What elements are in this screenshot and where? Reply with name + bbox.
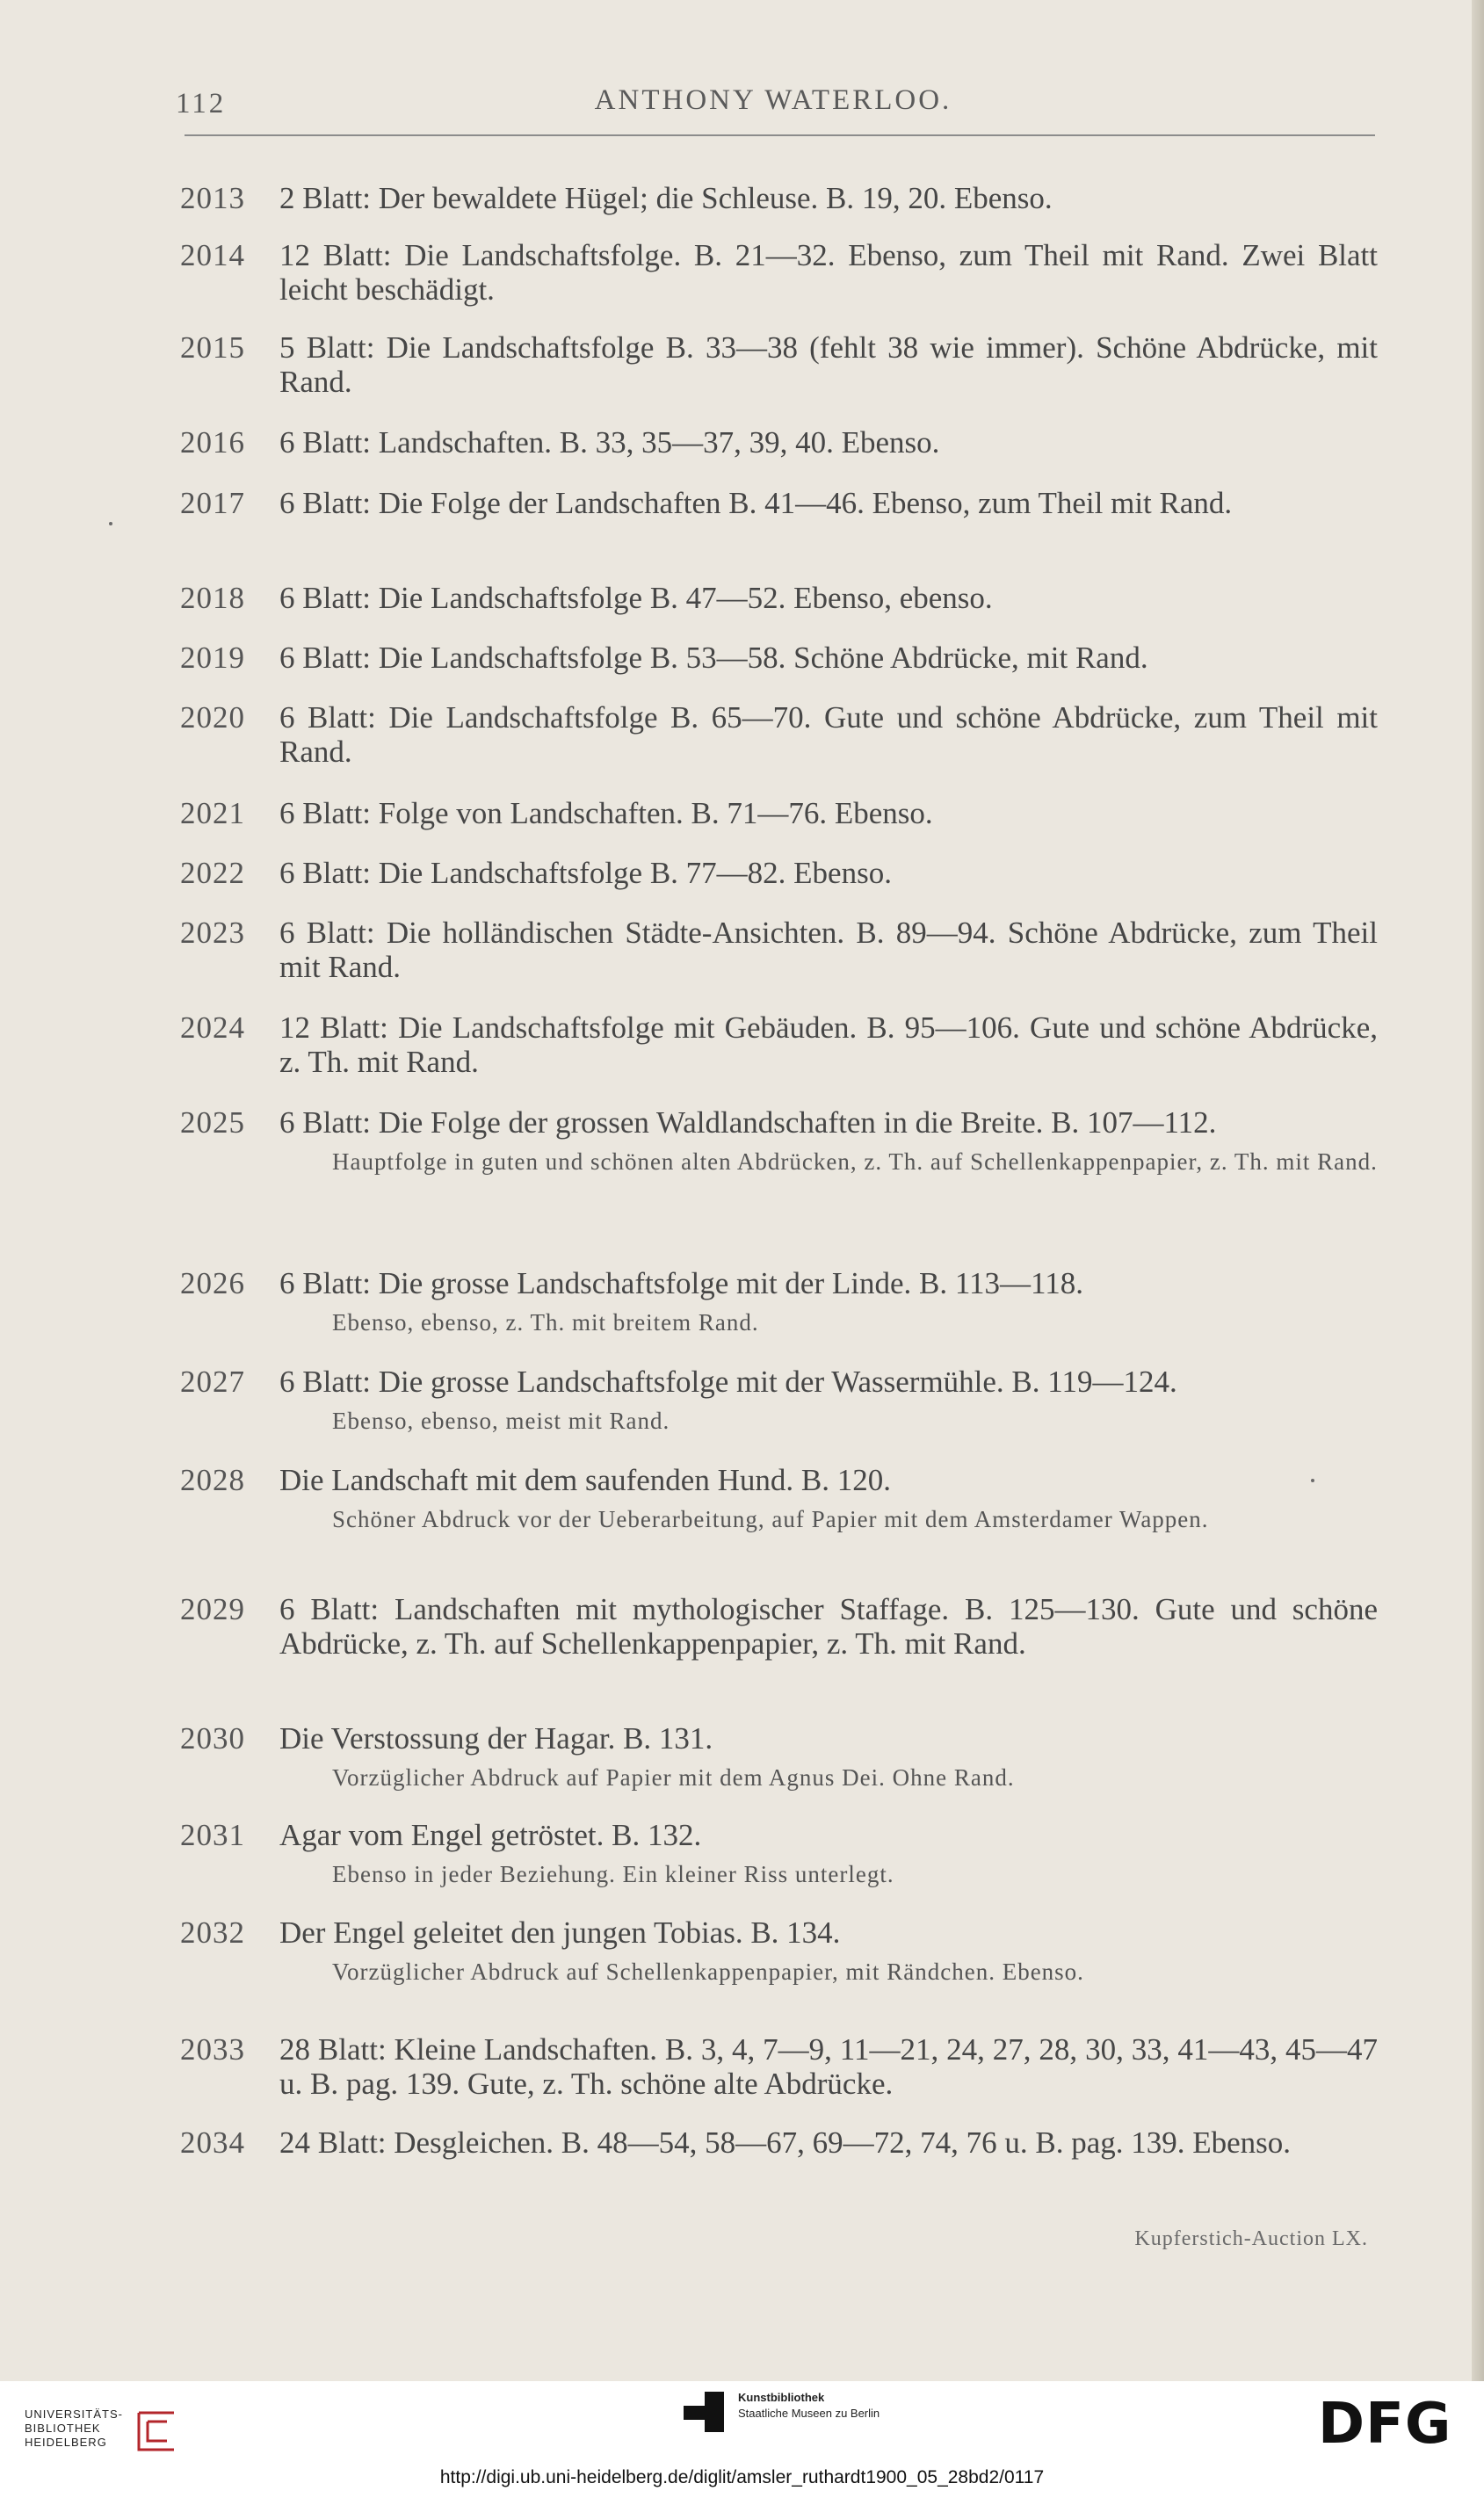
lot-note: Ebenso, ebenso, z. Th. mit breitem Rand. bbox=[332, 1309, 759, 1336]
lot-number: 2024 bbox=[180, 1010, 245, 1045]
lot-description: 6 Blatt: Landschaften. B. 33, 35—37, 39, 40. Ebenso. bbox=[279, 425, 940, 460]
lot-entry bbox=[180, 1266, 1379, 1338]
lot-number: 2026 bbox=[180, 1266, 245, 1300]
lot-number: 2022 bbox=[180, 856, 245, 890]
lot-description: 5 Blatt: Die Landschaftsfolge B. 33—38 (fehlt 38 wie immer). Schöne Abdrücke, mit Rand. bbox=[279, 330, 1378, 399]
lot-number: 2029 bbox=[180, 1592, 245, 1626]
lot-description: Der Engel geleitet den jungen Tobias. B. 134. bbox=[279, 1915, 841, 1950]
lot-description: 6 Blatt: Die grosse Landschaftsfolge mit der Wassermühle. B. 119—124. bbox=[279, 1365, 1177, 1399]
catalogue-footer: Kupferstich-Auction LX. bbox=[1134, 2227, 1368, 2250]
lot-description: 6 Blatt: Die Folge der Landschaften B. 41—46. Ebenso, zum Theil mit Rand. bbox=[279, 486, 1233, 520]
lot-entry bbox=[180, 856, 1379, 890]
lot-entry bbox=[180, 796, 1379, 830]
lot-number: 2013 bbox=[180, 181, 245, 215]
lot-description: 6 Blatt: Die holländischen Städte-Ansichten. B. 89—94. Schöne Abdrücke, zum Theil mit Rand. bbox=[279, 916, 1378, 984]
lot-note: Vorzüglicher Abdruck auf Schellenkappenpapier, mit Rändchen. Ebenso. bbox=[332, 1959, 1084, 1985]
lot-description: 6 Blatt: Die Folge der grossen Waldlandschaften in die Breite. B. 107—112. bbox=[279, 1105, 1217, 1140]
lot-description: 28 Blatt: Kleine Landschaften. B. 3, 4, 7—9, 11—21, 24, 27, 28, 30, 33, 41—43, 45—47 u. B. pag. 139. Gute, z. Th. schöne alte Abdrücke. bbox=[279, 2032, 1378, 2101]
lot-entry bbox=[180, 581, 1379, 615]
scan-speck bbox=[1311, 1479, 1314, 1482]
lot-number: 2032 bbox=[180, 1915, 245, 1950]
lot-description: 12 Blatt: Die Landschaftsfolge. B. 21—32. Ebenso, zum Theil mit Rand. Zwei Blatt leicht beschädigt. bbox=[279, 238, 1378, 307]
lot-entry bbox=[180, 2125, 1379, 2160]
page-edge bbox=[1472, 0, 1484, 2381]
dfg-logo: DFG bbox=[1318, 2392, 1452, 2457]
lot-note: Hauptfolge in guten und schönen alten Abdrücken, z. Th. auf Schellenkappenpapier, z. Th. mit Rand. bbox=[332, 1148, 1378, 1175]
lot-description: 6 Blatt: Die Landschaftsfolge B. 53—58. Schöne Abdrücke, mit Rand. bbox=[279, 641, 1148, 675]
lot-entry bbox=[180, 1010, 1379, 1079]
lot-number: 2016 bbox=[180, 425, 245, 460]
lot-description: Die Landschaft mit dem saufenden Hund. B. 120. bbox=[279, 1463, 891, 1497]
lot-number: 2020 bbox=[180, 700, 245, 735]
lot-description: 2 Blatt: Der bewaldete Hügel; die Schleuse. B. 19, 20. Ebenso. bbox=[279, 181, 1053, 215]
lot-entry bbox=[180, 1721, 1379, 1793]
lot-description: 6 Blatt: Die Landschaftsfolge B. 47—52. Ebenso, ebenso. bbox=[279, 581, 993, 615]
lot-description: 6 Blatt: Landschaften mit mythologischer Staffage. B. 125—130. Gute und schöne Abdrücke, z. Th. auf Schellenkappenpapier, z. Th. mit Rand. bbox=[279, 1592, 1378, 1661]
lot-description: 24 Blatt: Desgleichen. B. 48—54, 58—67, 69—72, 74, 76 u. B. pag. 139. Ebenso. bbox=[279, 2125, 1292, 2160]
header-rule bbox=[185, 134, 1375, 136]
lot-entry bbox=[180, 641, 1379, 675]
university-library-name: UNIVERSITÄTS- BIBLIOTHEK HEIDELBERG bbox=[25, 2407, 123, 2449]
lot-entry bbox=[180, 1365, 1379, 1437]
kunstbibliothek-logo-icon bbox=[682, 2388, 726, 2434]
lot-number: 2027 bbox=[180, 1365, 245, 1399]
lot-entry bbox=[180, 700, 1379, 769]
lot-description: Agar vom Engel getröstet. B. 132. bbox=[279, 1818, 702, 1852]
lot-number: 2021 bbox=[180, 796, 245, 830]
lot-entry bbox=[180, 1915, 1379, 1988]
lot-number: 2014 bbox=[180, 238, 245, 272]
lot-note: Vorzüglicher Abdruck auf Papier mit dem Agnus Dei. Ohne Rand. bbox=[332, 1764, 1015, 1791]
lot-number: 2015 bbox=[180, 330, 245, 365]
lot-entry bbox=[180, 425, 1379, 460]
lot-entry bbox=[180, 238, 1379, 307]
lot-entry bbox=[180, 330, 1379, 399]
lot-entry bbox=[180, 2032, 1379, 2101]
lot-number: 2023 bbox=[180, 916, 245, 950]
page-header bbox=[176, 84, 1371, 128]
lot-number: 2017 bbox=[180, 486, 245, 520]
page-title: ANTHONY WATERLOO. bbox=[594, 84, 952, 116]
lot-number: 2034 bbox=[180, 2125, 245, 2160]
kunstbibliothek-label: Kunstbibliothek Staatliche Museen zu Berlin bbox=[738, 2391, 880, 2420]
university-logo-icon bbox=[132, 2406, 181, 2457]
lot-entry bbox=[180, 1463, 1379, 1535]
lot-number: 2028 bbox=[180, 1463, 245, 1497]
lot-number: 2033 bbox=[180, 2032, 245, 2067]
lot-note: Schöner Abdruck vor der Ueberarbeitung, auf Papier mit dem Amsterdamer Wappen. bbox=[332, 1506, 1209, 1532]
page-number: 112 bbox=[176, 88, 227, 119]
lot-number: 2030 bbox=[180, 1721, 245, 1756]
lot-entry bbox=[180, 486, 1379, 520]
lot-number: 2025 bbox=[180, 1105, 245, 1140]
source-url[interactable]: http://digi.ub.uni-heidelberg.de/diglit/amsler_ruthardt1900_05_28bd2/0117 bbox=[439, 2467, 1045, 2487]
lot-description: Die Verstossung der Hagar. B. 131. bbox=[279, 1721, 713, 1756]
lot-description: 6 Blatt: Die Landschaftsfolge B. 77—82. Ebenso. bbox=[279, 856, 892, 890]
scan-speck bbox=[109, 522, 112, 525]
lot-note: Ebenso in jeder Beziehung. Ein kleiner Riss unterlegt. bbox=[332, 1861, 894, 1887]
lot-entry bbox=[180, 1592, 1379, 1661]
lot-number: 2019 bbox=[180, 641, 245, 675]
lot-entry bbox=[180, 916, 1379, 984]
lot-entry bbox=[180, 181, 1379, 215]
lot-number: 2031 bbox=[180, 1818, 245, 1852]
lot-entry bbox=[180, 1818, 1379, 1890]
lot-description: 6 Blatt: Die Landschaftsfolge B. 65—70. Gute und schöne Abdrücke, zum Theil mit Rand. bbox=[279, 700, 1378, 769]
lot-description: 6 Blatt: Folge von Landschaften. B. 71—76. Ebenso. bbox=[279, 796, 933, 830]
lot-entry bbox=[180, 1105, 1379, 1177]
lot-number: 2018 bbox=[180, 581, 245, 615]
lot-note: Ebenso, ebenso, meist mit Rand. bbox=[332, 1408, 670, 1434]
lot-description: 12 Blatt: Die Landschaftsfolge mit Gebäuden. B. 95—106. Gute und schöne Abdrücke, z. Th. mit Rand. bbox=[279, 1010, 1378, 1079]
lot-description: 6 Blatt: Die grosse Landschaftsfolge mit der Linde. B. 113—118. bbox=[279, 1266, 1084, 1300]
